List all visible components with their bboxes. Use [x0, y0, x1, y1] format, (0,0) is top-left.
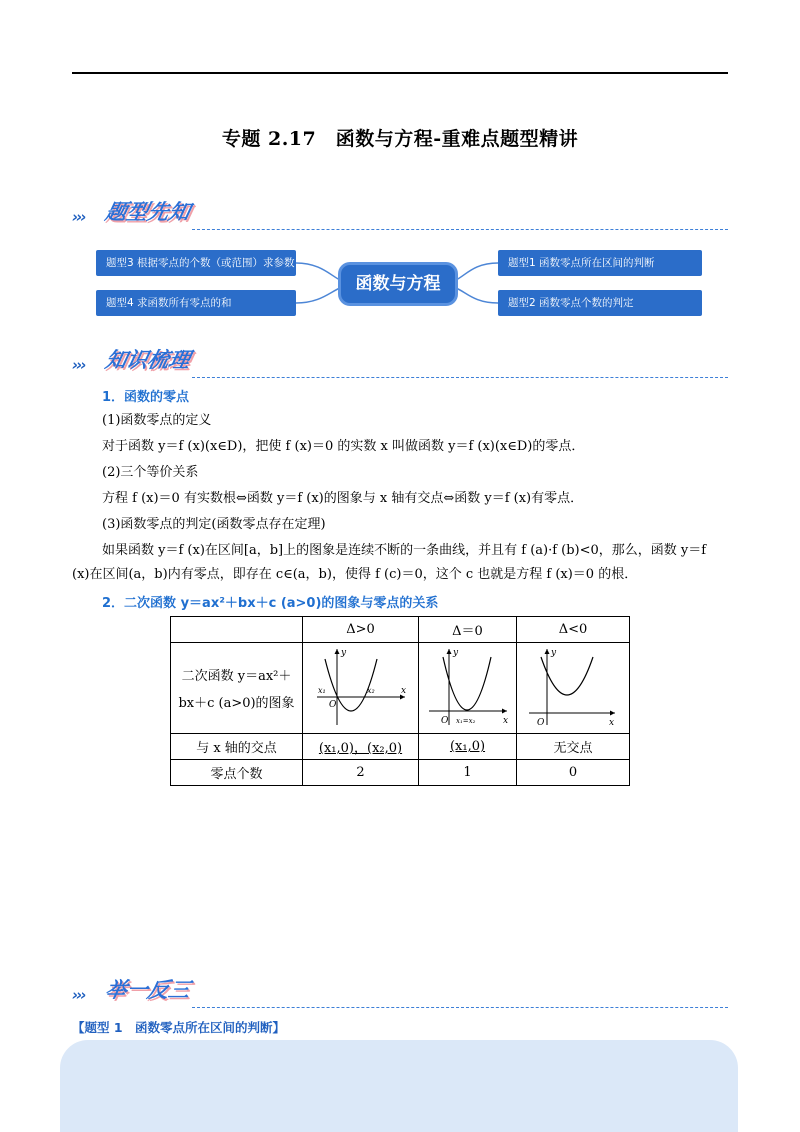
table-row-label: 零点个数: [171, 760, 303, 786]
graph-delta-positive: [303, 643, 419, 734]
knowledge-text: (x)在区间(a，b)内有零点，即存在 c∈(a，b)，使得 f (c)＝0，这个 c 也就是方程 f (x)＝0 的根．: [72, 567, 638, 582]
svg-text:x: x: [400, 686, 406, 696]
parabola-no-root-graph: [523, 643, 623, 729]
type1-heading: 【题型 1 函数零点所在区间的判断】: [72, 1020, 286, 1035]
svg-text:x: x: [502, 716, 508, 726]
svg-text:O: O: [328, 700, 336, 710]
chevron-arrows-icon: ›››: [72, 208, 85, 226]
chevron-arrows-icon: ›››: [72, 986, 85, 1004]
table-cell: 无交点: [517, 734, 630, 760]
quadratic-relation-table: [170, 616, 630, 786]
table-cell: 2: [303, 760, 419, 786]
mindmap-center-node: 函数与方程: [338, 262, 458, 306]
svg-text:y: y: [452, 648, 458, 658]
table-cell: (x₁,0): [419, 734, 517, 760]
table-cell: 1: [419, 760, 517, 786]
section-label: 知识梳理: [103, 348, 193, 372]
knowledge-text: (2)三个等价关系: [102, 465, 199, 480]
graph-delta-negative: [517, 643, 630, 734]
knowledge-text: 如果函数 y＝f (x)在区间[a，b]上的图象是连续不断的一条曲线，并且有 f (a)·f (b)<0，那么，函数 y＝f: [102, 543, 707, 558]
table-cell: (x₁,0)，(x₂,0): [303, 734, 419, 760]
table-header: Δ<0: [517, 617, 630, 643]
mindmap-node-type1: 题型1 函数零点所在区间的判断: [498, 250, 702, 276]
table-cell: 0: [517, 760, 630, 786]
mindmap-node-type4: 题型4 求函数所有零点的和: [96, 290, 296, 316]
graph-delta-zero: [419, 643, 517, 734]
section-label: 题型先知: [103, 200, 193, 224]
table-cell: [171, 617, 303, 643]
svg-text:x₂: x₂: [366, 686, 375, 695]
dashed-divider: [192, 377, 728, 378]
chevron-arrows-icon: ›››: [72, 356, 85, 374]
section-label: 举一反三: [103, 978, 193, 1002]
svg-text:x₁: x₁: [317, 686, 326, 695]
svg-text:O: O: [537, 718, 545, 728]
mindmap-node-type2: 题型2 函数零点个数的判定: [498, 290, 702, 316]
mindmap-node-type3: 题型3 根据零点的个数（或范围）求参数: [96, 250, 296, 276]
knowledge-text: 对于函数 y＝f (x)(x∈D)，把使 f (x)＝0 的实数 x 叫做函数 y＝f (x)(x∈D)的零点．: [102, 439, 585, 454]
section-header-knowledge: [72, 344, 728, 380]
knowledge-text: (1)函数零点的定义: [102, 413, 212, 428]
knowledge-heading-2: 2．二次函数 y＝ax²＋bx＋c (a>0)的图象与零点的关系: [102, 596, 439, 611]
parabola-one-root-graph: [423, 643, 513, 729]
svg-text:x₁=x₂: x₁=x₂: [455, 717, 475, 725]
knowledge-text: 方程 f (x)＝0 有实数根⇔函数 y＝f (x)的图象与 x 轴有交点⇔函数 y＝f (x)有零点．: [102, 491, 584, 506]
knowledge-text: (3)函数零点的判定(函数零点存在定理): [102, 517, 326, 532]
section-header-examples: [72, 974, 728, 1010]
table-header: Δ＝0: [419, 617, 517, 643]
svg-text:O: O: [440, 716, 448, 726]
svg-text:y: y: [551, 648, 557, 658]
example-panel: [60, 1040, 738, 1132]
svg-text:x: x: [609, 718, 615, 728]
parabola-two-roots-graph: [311, 643, 411, 729]
dashed-divider: [192, 1007, 728, 1008]
table-row-label: 与 x 轴的交点: [171, 734, 303, 760]
table-row-label: 二次函数 y＝ax²＋ bx＋c (a>0)的图象: [171, 643, 303, 734]
table-header: Δ>0: [303, 617, 419, 643]
page-title: 专题 2.17 函数与方程-重难点题型精讲: [221, 128, 579, 150]
svg-text:y: y: [340, 648, 346, 658]
knowledge-heading-1: 1．函数的零点: [102, 390, 190, 405]
